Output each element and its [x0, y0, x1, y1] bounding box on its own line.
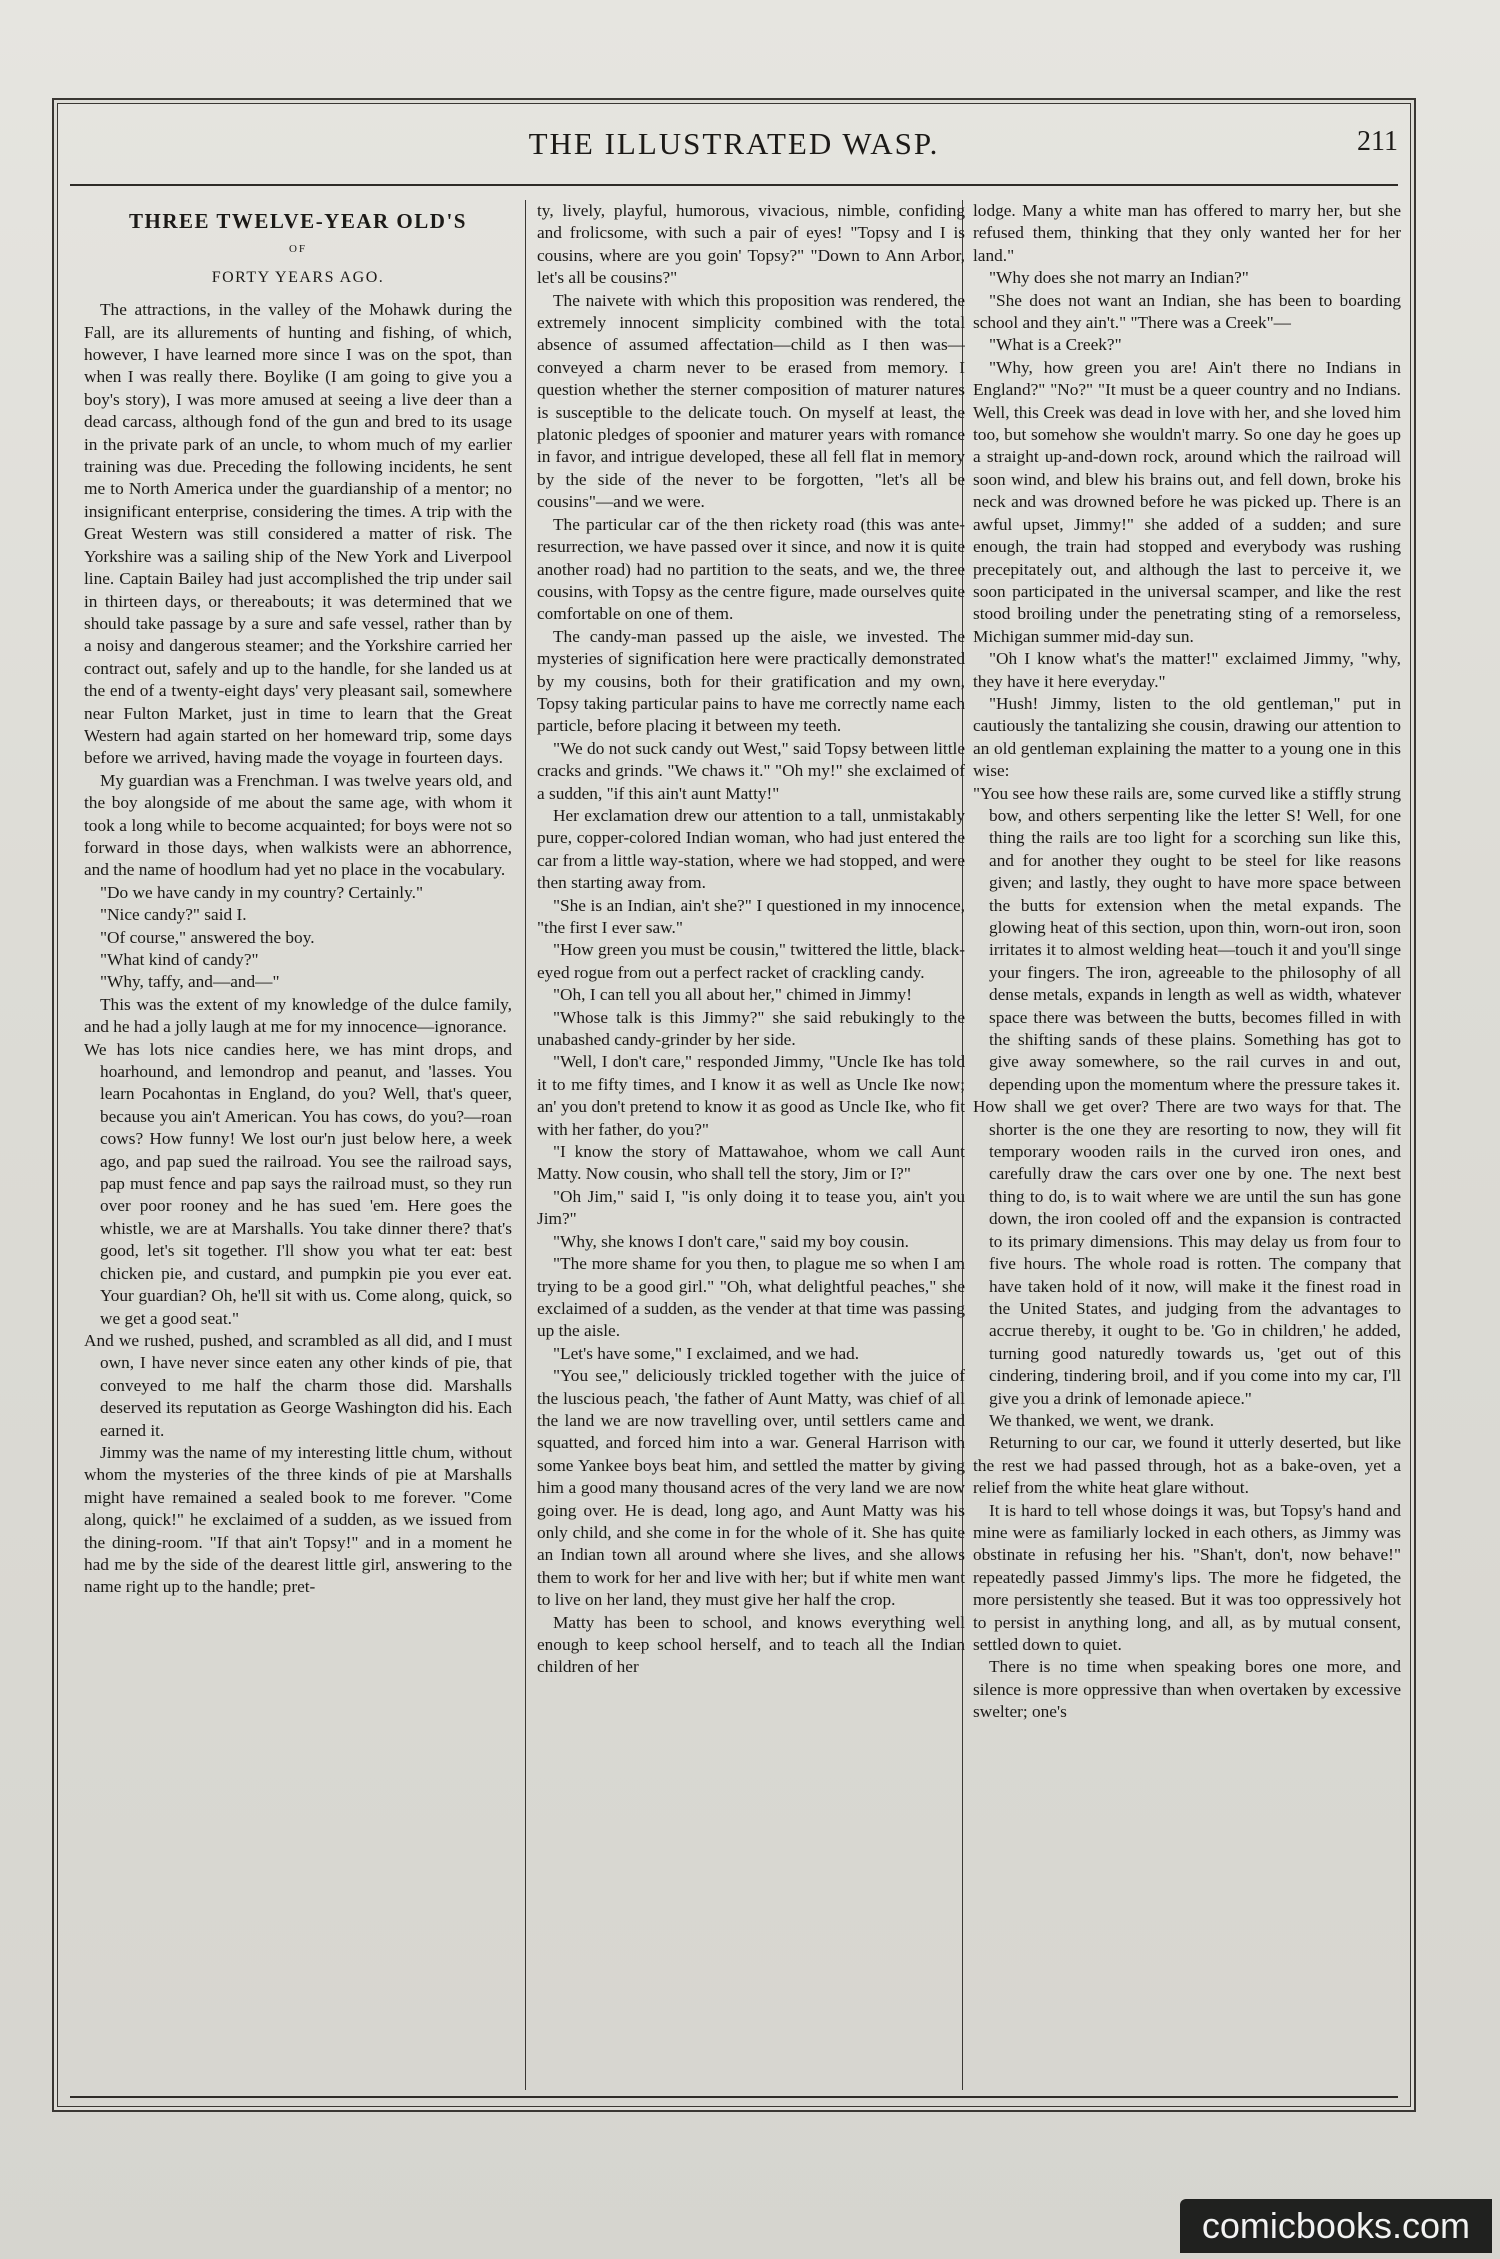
page-header	[70, 126, 1398, 176]
header-rule	[70, 184, 1398, 186]
paragraph: "Why does she not marry an Indian?"	[989, 268, 1249, 288]
paragraph: "Do we have candy in my country? Certainly."	[100, 882, 423, 902]
paragraph: "Well, I don't care," responded Jimmy, "Uncle Ike has told it to me fifty times, and I know it as well as Uncle Ike now; an' you don't pretend to know it as good as Uncle Ike, who fit with her father, do you?"	[537, 1052, 965, 1139]
paragraph: "Why, she knows I don't care," said my boy cousin.	[553, 1231, 909, 1251]
paragraph: Matty has been to school, and knows everything well enough to keep school herself, and to teach all the Indian children of her	[537, 1612, 965, 1677]
paragraph: My guardian was a Frenchman. I was twelve years old, and the boy alongside of me about the same age, with whom it took a long while to become acquainted; for boys were not so forward in those days, when walkists were an abhorrence, and the name of hoodlum had yet no place in the vocabulary.	[84, 770, 512, 880]
footer-rule	[70, 2096, 1398, 2098]
paragraph: "We do not suck candy out West," said Topsy between little cracks and grinds. "We chaws it." "Oh my!" she exclaimed of a sudden, "if this ain't aunt Matty!"	[537, 738, 965, 803]
paragraph: We thanked, we went, we drank.	[989, 1410, 1215, 1430]
column-1	[84, 200, 512, 2090]
paragraph: Jimmy was the name of my interesting little chum, without whom the mysteries of the three kinds of pie at Marshalls might have remained a sealed book to me forever. "Come along, quick!" he exclaimed of a sudden, as we issued from the dining-room. "If that ain't Topsy!" and in a moment he had me by the side of the dearest little girl, answering to the name right up to the handle; pret-	[84, 1442, 512, 1597]
paragraph: How shall we get over? There are two ways for that. The shorter is the one they are resorting to now, they will fit temporary wooden rails in the curved iron ones, and carefully draw the cars over one by one. The next best thing to do, is to wait where we are until the sun has gone down, the iron cooled off and the expansion is contracted to its primary dimensions. This may delay us from four to five hours. The whole road is rotten. The company that have taken hold of it now, will make it the finest road in the United States, and judging from the advantages to accrue thereby, it ought to be. 'Go in children,' he added, turning good naturedly towards us, 'get out of this cindering, tindering broil, and if you come into my car, I'll give you a drink of lemonade apiece."	[973, 1097, 1401, 1408]
paragraph: "Oh, I can tell you all about her," chimed in Jimmy!	[553, 985, 912, 1005]
article-title-of: OF	[288, 243, 308, 256]
paragraph: "Nice candy?" said I.	[100, 905, 247, 925]
paragraph: "She does not want an Indian, she has been to boarding school and they ain't." "There was a Creek"—	[973, 290, 1401, 333]
article-subtitle: FORTY YEARS AGO.	[211, 268, 385, 286]
paragraph: The particular car of the then rickety road (this was ante-resurrection, we have passed over it since, and now it is quite another road) had no partition to the seats, and we, the three cousins, with Topsy as the centre figure, made ourselves quite comfortable on one of them.	[537, 514, 965, 624]
column-divider	[525, 200, 526, 2090]
paragraph: "How green you must be cousin," twittered the little, black-eyed rogue from out a perfect racket of crackling candy.	[537, 940, 965, 982]
paragraph: There is no time when speaking bores one more, and silence is more oppressive than when overtaken by excessive swelter; one's	[973, 1657, 1401, 1722]
column-3	[973, 200, 1401, 2090]
paragraph: "What kind of candy?"	[100, 950, 259, 969]
paragraph: We has lots nice candies here, we has mint drops, and hoarhound, and lemondrop and peanut, and 'lasses. You learn Pocahontas in England, do you? Well, that's queer, because you ain't American. You has cows, do you?—roan cows? How funny! We lost our'n just below here, a week ago, and pap sued the railroad. You see the railroad says, pap must fence and pap says the railroad must, so they run over poor rooney and he has sued 'em. Here goes the whistle, we are at Marshalls. You take dinner there? that's good, let's sit together. I'll show you what ter eat: best chicken pie, and custard, and pumpkin pie you ever eat. Your guardian? Oh, he'll sit with us. Come along, quick, so we get a good seat."	[84, 1039, 512, 1328]
paragraph: "Whose talk is this Jimmy?" she said rebukingly to the unabashed candy-grinder by her side.	[537, 1007, 965, 1050]
paragraph: "Why, taffy, and—and—"	[100, 972, 280, 992]
paragraph: "Of course," answered the boy.	[100, 927, 315, 947]
paragraph: "What is a Creek?"	[989, 335, 1122, 355]
paragraph: lodge. Many a white man has offered to marry her, but she refused them, thinking that they only wanted her for her land."	[973, 201, 1401, 265]
paragraph: "Oh Jim," said I, "is only doing it to tease you, ain't you Jim?"	[537, 1186, 965, 1229]
paragraph: "Hush! Jimmy, listen to the old gentleman," put in cautiously the tantalizing she cousin, drawing our attention to an old gentleman explaining the matter to a young one in this wise:	[973, 693, 1401, 781]
paragraph: "Oh I know what's the matter!" exclaimed Jimmy, "why, they have it here everyday."	[973, 649, 1401, 691]
paragraph: Her exclamation drew our attention to a tall, unmistakably pure, copper-colored Indian woman, who had just entered the car from a little way-station, where we had stopped, and were then starting away from.	[537, 805, 965, 893]
watermark-logo: comicbooks.com	[1180, 2199, 1492, 2253]
masthead-title: THE ILLUSTRATED WASP.	[528, 126, 940, 161]
paragraph: The candy-man passed up the aisle, we invested. The mysteries of signification here were practically demonstrated by my cousins, both for their gratification and my own, Topsy taking particular pains to have me correctly name each particle, before placing it between my teeth.	[537, 626, 965, 736]
paragraph: "Why, how green you are! Ain't there no Indians in England?" "No?" "It must be a queer country and no Indians. Well, this Creek was dead in love with her, and she loved him too, but somehow she wouldn't marry. So one day he goes up a straight up-and-down rock, around which the railroad will soon wind, and blew his brains out, and fell down, broke his neck and was drowned before he was picked up. There is an awful upset, Jimmy!" she added of a sudden; and sure enough, the train had stopped and everybody was rushing precepitately out, and although the last to perceive it, we soon participated in the universal scamper, and like the rest stood broiling under the penetrating sting of a remorseless, Michigan summer mid-day sun.	[973, 357, 1401, 646]
paragraph: "The more shame for you then, to plague me so when I am trying to be a good girl." "Oh, what delightful peaches," she exclaimed of a sudden, as the vender at that time was passing up the aisle.	[537, 1254, 965, 1341]
article-title: THREE TWELVE-YEAR OLD'S	[129, 209, 467, 233]
paragraph: "I know the story of Mattawahoe, whom we call Aunt Matty. Now cousin, who shall tell the story, Jim or I?"	[537, 1142, 965, 1184]
paragraph: This was the extent of my knowledge of the dulce family, and he had a jolly laugh at me for my innocence—ignorance.	[84, 994, 512, 1037]
paragraph: ty, lively, playful, humorous, vivacious, nimble, confiding and frolicsome, with such a pair of eyes! "Topsy and I is cousins, where are you goin' Topsy?" "Down to Ann Arbor, let's all be cousins?"	[537, 201, 965, 288]
page-number: 211	[1357, 126, 1398, 157]
paragraph: "You see how these rails are, some curved like a stiffly strung bow, and others serpenting like the letter S! Well, for one thing the rails are too light for a scorching sun like this, and for another they ought to be steel for like reasons given; and lastly, they ought to have more space between the butts for extension when the metal expands. The glowing heat of this section, upon thin, worn-out iron, soon irritates it to almost welding heat—touch it and you'll singe your fingers. The iron, agreeable to the philosophy of all dense metals, expands in length as well as width, whatever space there was between the butts, becomes filled in with the shifting sands of these plains. Something has got to give away somewhere, so the rail curves in and out, depending upon the momentum where the pressure takes it.	[973, 783, 1401, 1094]
paragraph: And we rushed, pushed, and scrambled as all did, and I must own, I have never since eaten any other kinds of pie, that conveyed to me half the charm those did. Marshalls deserved its reputation as George Washington did his. Each earned it.	[84, 1330, 512, 1440]
paragraph: "You see," deliciously trickled together with the juice of the luscious peach, 'the father of Aunt Matty, was chief of all the land we are now travelling over, until settlers came and squatted, and forced him into a war. General Harrison with some Yankee boys beat him, and settled the matter by giving him a good many thousand acres of the very land we are now going over. He is dead, long ago, and Aunt Matty was his only child, and she come in for the whole of it. She has quite an Indian town all around where she lives, and she allows them to work for her and live with her; but if white men want to live on her land, they must give her half the crop.	[537, 1366, 965, 1610]
paragraph: The naivete with which this proposition was rendered, the extremely innocent simplicity combined with the total absence of assumed affectation—child as I then was—conveyed a charm never to be erased from memory. I question whether the sterner composition of maturer natures is susceptible to the delicate touch. On myself at least, the platonic pledges of spoonier and maturer years with romance in favor, and intrigue developed, these all fell flat in memory by the side of the never to be forgotten, "let's all be cousins"—and we were.	[537, 290, 965, 512]
paragraph: The attractions, in the valley of the Mohawk during the Fall, are its allurements of hunting and fishing, of which, however, I have learned more since I was on the spot, than when I was really there. Boylike (I am going to give you a boy's story), I was more amused at seeing a live deer than a dead carcass, although fond of the gun and bred to its usage in the private park of an uncle, to whom much of my earlier training was due. Preceding the following incidents, he sent me to North America under the guardianship of a mentor; no insignificant enterprise, considering the times. A trip with the Great Western was still considered a matter of risk. The Yorkshire was a sailing ship of the New York and Liverpool line. Captain Bailey had just accomplished the trip under sail in thirteen days, or thereabouts; it was determined that we should take passage by a sure and safe vessel, rather than by a noisy and dangerous steamer; and the Yorkshire carried her contract out, safely and up to the handle, for she landed us at the end of a twenty-eight days' very pleasant sail, somewhere near Fulton Market, just in time to learn that the Great Western had again started on her homeward trip, some days before we arrived, having made the voyage in fourteen days.	[84, 300, 512, 768]
paragraph: Returning to our car, we found it utterly deserted, but like the rest we had passed through, hot as a bake-oven, yet a relief from the white heat glare without.	[973, 1433, 1401, 1498]
column-2	[537, 200, 965, 2090]
paragraph: "She is an Indian, ain't she?" I questioned in my innocence, "the first I ever saw."	[537, 895, 965, 937]
paragraph: "Let's have some," I exclaimed, and we had.	[553, 1343, 860, 1363]
paragraph: It is hard to tell whose doings it was, but Topsy's hand and mine were as familiarly locked in each others, as Jimmy was obstinate in refusing her his. "Shan't, don't, now behave!" repeatedly passed Jimmy's lips. The more he fidgeted, the more persistently she teased. But it was too oppressively hot to persist in anything long, and all, as by mutual consent, settled down to quiet.	[973, 1500, 1401, 1654]
